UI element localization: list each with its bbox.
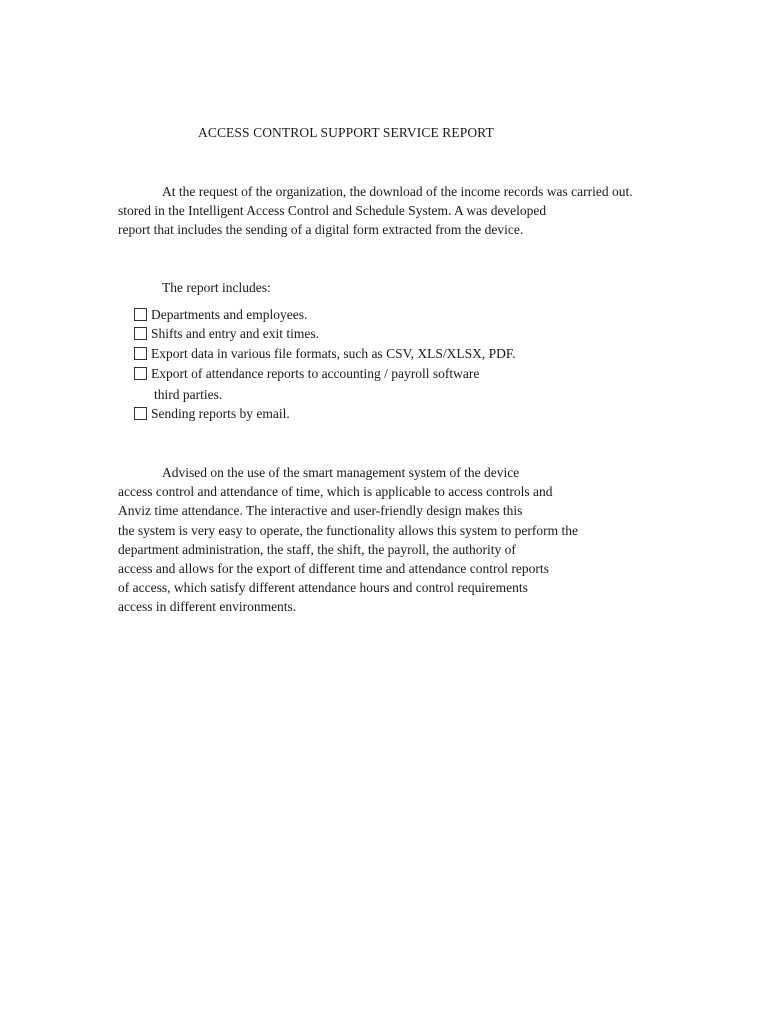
checkbox-icon xyxy=(134,327,147,340)
bullet-continuation: third parties. xyxy=(154,387,223,402)
bullet-text: Export of attendance reports to accounting / payroll software xyxy=(151,366,480,381)
bullet-item xyxy=(134,344,516,363)
intro-line-3: report that includes the sending of a digital form extracted from the device. xyxy=(118,222,524,237)
includes-heading: The report includes: xyxy=(162,280,271,295)
advice-line-1: Advised on the use of the smart management system of the device xyxy=(162,465,520,480)
advice-line-7: of access, which satisfy different attendance hours and control requirements xyxy=(118,580,528,595)
bullet-text: Departments and employees. xyxy=(151,307,308,322)
advice-line-8: access in different environments. xyxy=(118,599,297,614)
bullet-text: Sending reports by email. xyxy=(151,406,290,421)
bullet-item xyxy=(134,404,290,423)
checkbox-icon xyxy=(134,308,147,321)
advice-line-6: access and allows for the export of different time and attendance control reports xyxy=(118,561,549,576)
bullet-text: Export data in various file formats, such as CSV, XLS/XLSX, PDF. xyxy=(151,346,516,361)
bullet-item xyxy=(134,324,319,343)
document-title: ACCESS CONTROL SUPPORT SERVICE REPORT xyxy=(198,125,494,140)
checkbox-icon xyxy=(134,347,147,360)
advice-line-5: department administration, the staff, the shift, the payroll, the authority of xyxy=(118,542,516,557)
advice-line-2: access control and attendance of time, which is applicable to access controls and xyxy=(118,484,553,499)
checkbox-icon xyxy=(134,367,147,380)
advice-line-4: the system is very easy to operate, the functionality allows this system to perform the xyxy=(118,523,579,538)
bullet-item xyxy=(134,305,307,324)
bullet-item xyxy=(134,364,479,383)
intro-line-1: At the request of the organization, the download of the income records was carried out. xyxy=(162,184,633,199)
intro-line-2: stored in the Intelligent Access Control and Schedule System. A was developed xyxy=(118,203,547,218)
advice-line-3: Anviz time attendance. The interactive and user-friendly design makes this xyxy=(118,503,523,518)
bullet-text: Shifts and entry and exit times. xyxy=(151,326,319,341)
checkbox-icon xyxy=(134,407,147,420)
